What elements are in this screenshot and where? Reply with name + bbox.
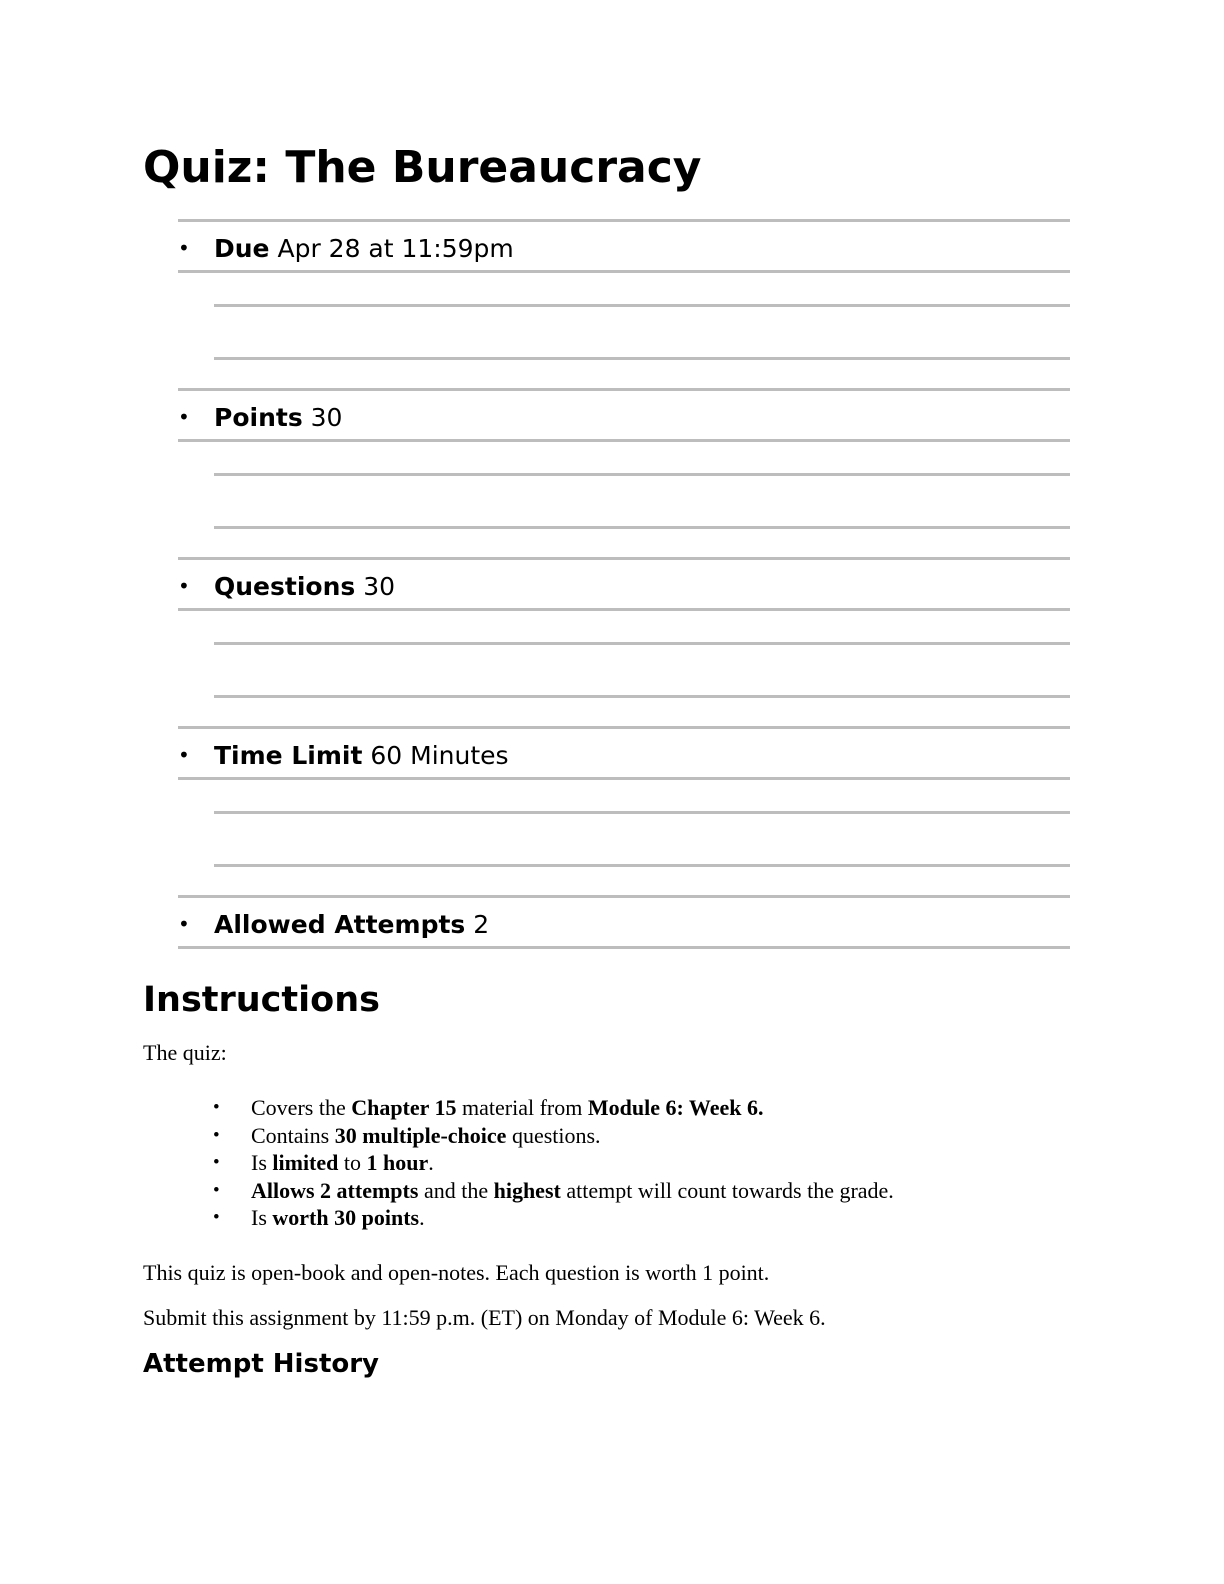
detail-divider-box [214,811,1070,867]
quiz-details-list [178,219,1070,1064]
detail-row [178,726,1070,780]
detail-divider-box [214,642,1070,698]
detail-value: Apr 28 at 11:59pm [277,234,514,263]
detail-row [178,557,1070,611]
bullet-icon: • [178,743,190,767]
bullet-icon: • [213,1097,220,1118]
detail-divider-box [214,473,1070,529]
detail-label: Questions [214,572,356,601]
detail-value: 60 Minutes [370,741,509,770]
detail-divider-box [214,304,1070,360]
detail-points [178,388,1070,557]
detail-value: 30 [310,403,343,432]
detail-questions [178,557,1070,726]
detail-row [178,895,1070,949]
bullet-icon: • [213,1124,220,1146]
attempt-history-heading: Attempt History [143,1349,380,1379]
bullet-icon: • [213,1179,220,1201]
submission-deadline-note: Submit this assignment by 11:59 p.m. (ET) on Monday of Module 6: Week 6. [143,1305,826,1330]
quiz-page: Quiz: The Bureaucracy • Due Apr 28 at 11:59pm • Points 30 • Questions 30 • Time Limit 60 Minutes • Allowed Attempts 2 Instructions The quiz: • Covers the Chapter 15 material from Module 6: Week 6. • Contains 30 multiple-choice questions. • Is limited to 1 hour. • Allows 2 attempts and the highest attempt will count towards the grade. • Is worth 30 points. This quiz is open-book and open-notes. Each question is worth 1 point. Submit this assignment by 11:59 p.m. (ET) on Monday of Module 6: Week 6. Attempt History [0,0,1224,1584]
detail-due [178,219,1070,388]
detail-label: Due [214,234,270,263]
detail-time-limit [178,726,1070,895]
bullet-icon: • [213,1152,220,1173]
instructions-heading: Instructions [143,980,380,1020]
detail-label: Points [214,403,303,432]
bullet-icon: • [213,1207,220,1228]
bullet-icon: • [178,574,190,598]
detail-label: Time Limit [214,741,363,770]
open-book-note: This quiz is open-book and open-notes. Each question is worth 1 point. [143,1260,770,1285]
detail-row [178,219,1070,273]
bullet-icon: • [178,236,190,260]
page-title: Quiz: The Bureaucracy [143,142,702,193]
bullet-icon: • [178,912,190,936]
detail-value: 30 [363,572,396,601]
detail-label: Allowed Attempts [214,910,466,939]
detail-value: 2 [473,910,490,939]
instructions-intro: The quiz: [143,1040,227,1065]
detail-row [178,388,1070,442]
bullet-icon: • [178,405,190,429]
